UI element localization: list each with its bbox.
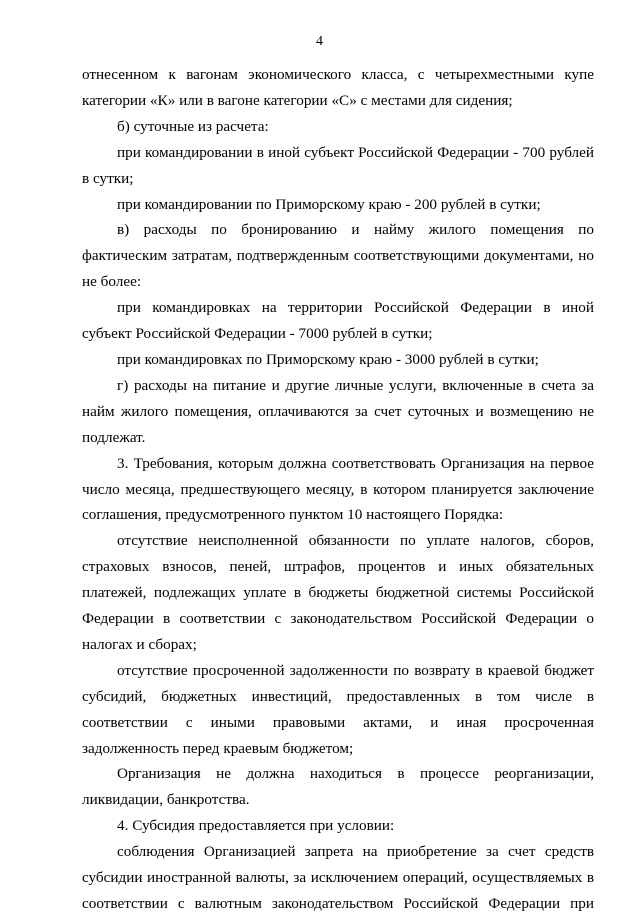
paragraph-no-overdue-debt: отсутствие просроченной задолженности по возврату в краевой бюджет субсидий, бюджетных инвестиций, предоставленных в том числе в соответствии с иными правовыми актами, и иная просроченная задолженность перед краевым бюджетом;: [82, 661, 594, 757]
paragraph-per-diem-primorsky: при командировании по Приморскому краю - 200 рублей в сутки;: [117, 195, 541, 213]
paragraph-subpoint-g: г) расходы на питание и другие личные услуги, включенные в счета за найм жилого помещения, оплачиваются за счет суточных и возмещению не подлежат.: [82, 376, 594, 446]
page-number: 4: [316, 34, 323, 49]
paragraph-currency-ban: соблюдения Организацией запрета на приобретение за счет средств субсидии иностранной валюты, за исключением операций, осуществляемых в соответствии с валютным законодательством Российской Федерации при: [82, 843, 594, 912]
paragraph-section-3: 3. Требования, которым должна соответствовать Организация на первое число месяца, предшествующего месяцу, в котором планируется заключение соглашения, предусмотренного пунктом 10 настоящего Порядка:: [82, 454, 594, 524]
paragraph-section-4: 4. Субсидия предоставляется при условии:: [117, 817, 395, 835]
paragraph-housing-primorsky: при командировках по Приморскому краю - 3000 рублей в сутки;: [117, 350, 539, 368]
paragraph-no-reorganization: Организация не должна находиться в процессе реорганизации, ликвидации, банкротства.: [82, 765, 594, 809]
paragraph-subpoint-v: в) расходы по бронированию и найму жилого помещения по фактическим затратам, подтвержденным соответствующими документами, но не более:: [82, 221, 594, 291]
document-body: [82, 62, 594, 917]
paragraph-no-tax-debt: отсутствие неисполненной обязанности по уплате налогов, сборов, страховых взносов, пеней, штрафов, процентов и иных обязательных платежей, подлежащих уплате в бюджеты бюджетной системы Российской Федерации в соответствии с законодательством Российской Федерации о налогах и сборах;: [82, 532, 594, 653]
paragraph-subpoint-b: б) суточные из расчета:: [117, 117, 269, 135]
paragraph-continuation: отнесенном к вагонам экономического класса, с четырехместными купе категории «К» или в вагоне категории «С» с местами для сидения;: [82, 66, 594, 109]
paragraph-housing-other-region: при командировках на территории Российской Федерации в иной субъект Российской Федерации - 7000 рублей в сутки;: [82, 299, 594, 343]
paragraph-per-diem-other-region: при командировании в иной субъект Российской Федерации - 700 рублей в сутки;: [82, 143, 594, 187]
